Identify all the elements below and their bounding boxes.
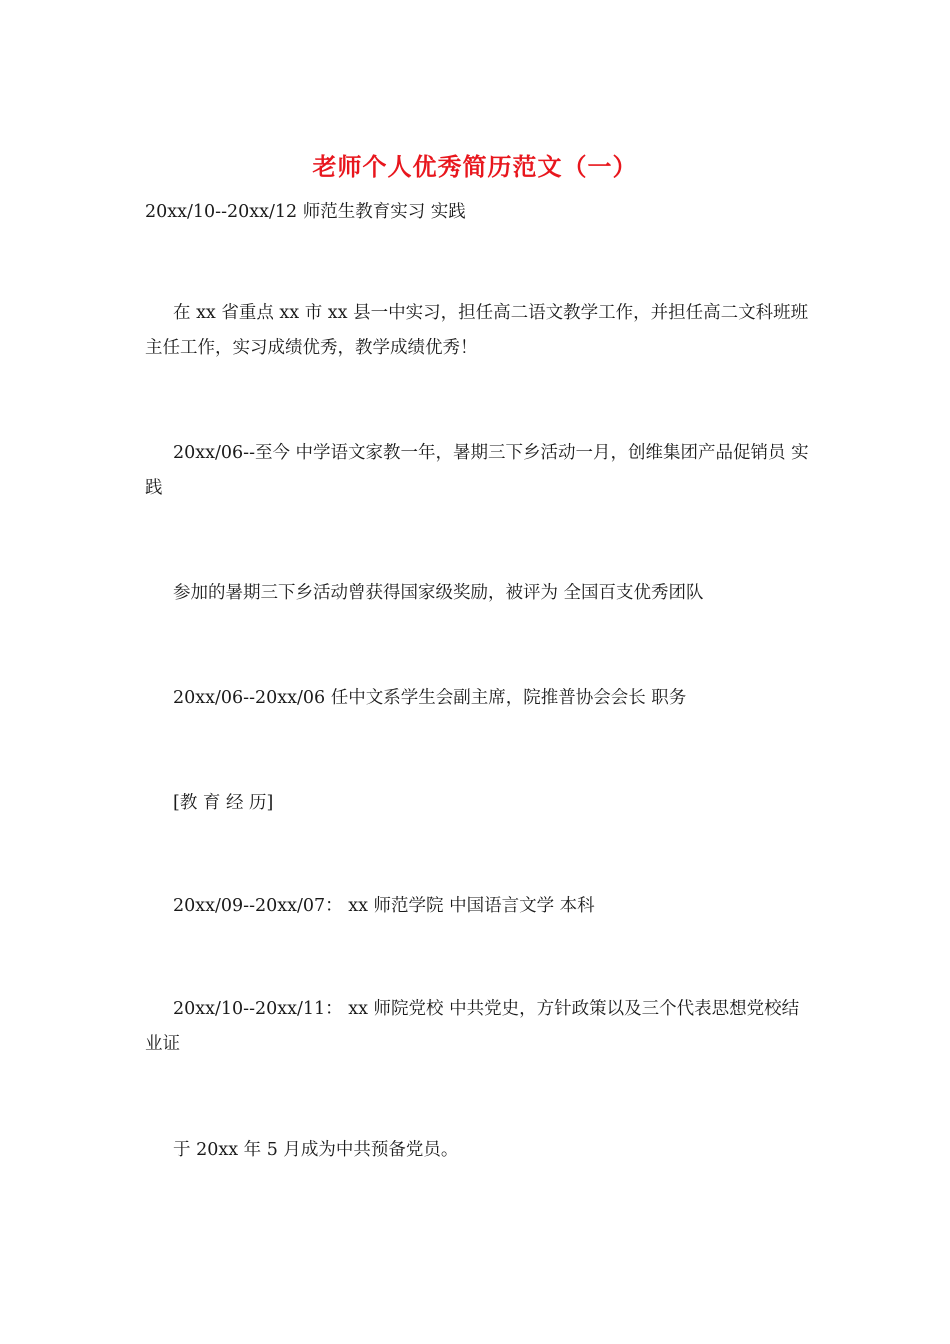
paragraph-award: 参加的暑期三下乡活动曾获得国家级奖励，被评为 全国百支优秀团队 [173,583,704,603]
paragraph-student-union: 20xx/06--20xx/06 任中文系学生会副主席，院推普协会会长 职务 [173,688,687,708]
paragraph-internship-detail: 在 xx 省重点 xx 市 xx 县一中实习，担任高二语文教学工作，并担任高二文科班班主任工作，实习成绩优秀，教学成绩优秀！ [145,303,809,358]
document-title: 老师个人优秀简历范文（一） [312,152,638,181]
section-heading-education: [教 育 经 历] [173,793,274,813]
paragraph-internship-period: 20xx/10--20xx/12 师范生教育实习 实践 [145,202,466,222]
paragraph-tutoring-practice: 20xx/06--至今 中学语文家教一年，暑期三下乡活动一月，创维集团产品促销员 实践 [145,443,809,498]
paragraph-party-school: 20xx/10--20xx/11： xx 师院党校 中共党史，方针政策以及三个代表思想党校结业证 [145,999,800,1054]
paragraph-party-member: 于 20xx 年 5 月成为中共预备党员。 [173,1140,459,1160]
paragraph-education-college: 20xx/09--20xx/07： xx 师范学院 中国语言文学 本科 [173,896,595,916]
